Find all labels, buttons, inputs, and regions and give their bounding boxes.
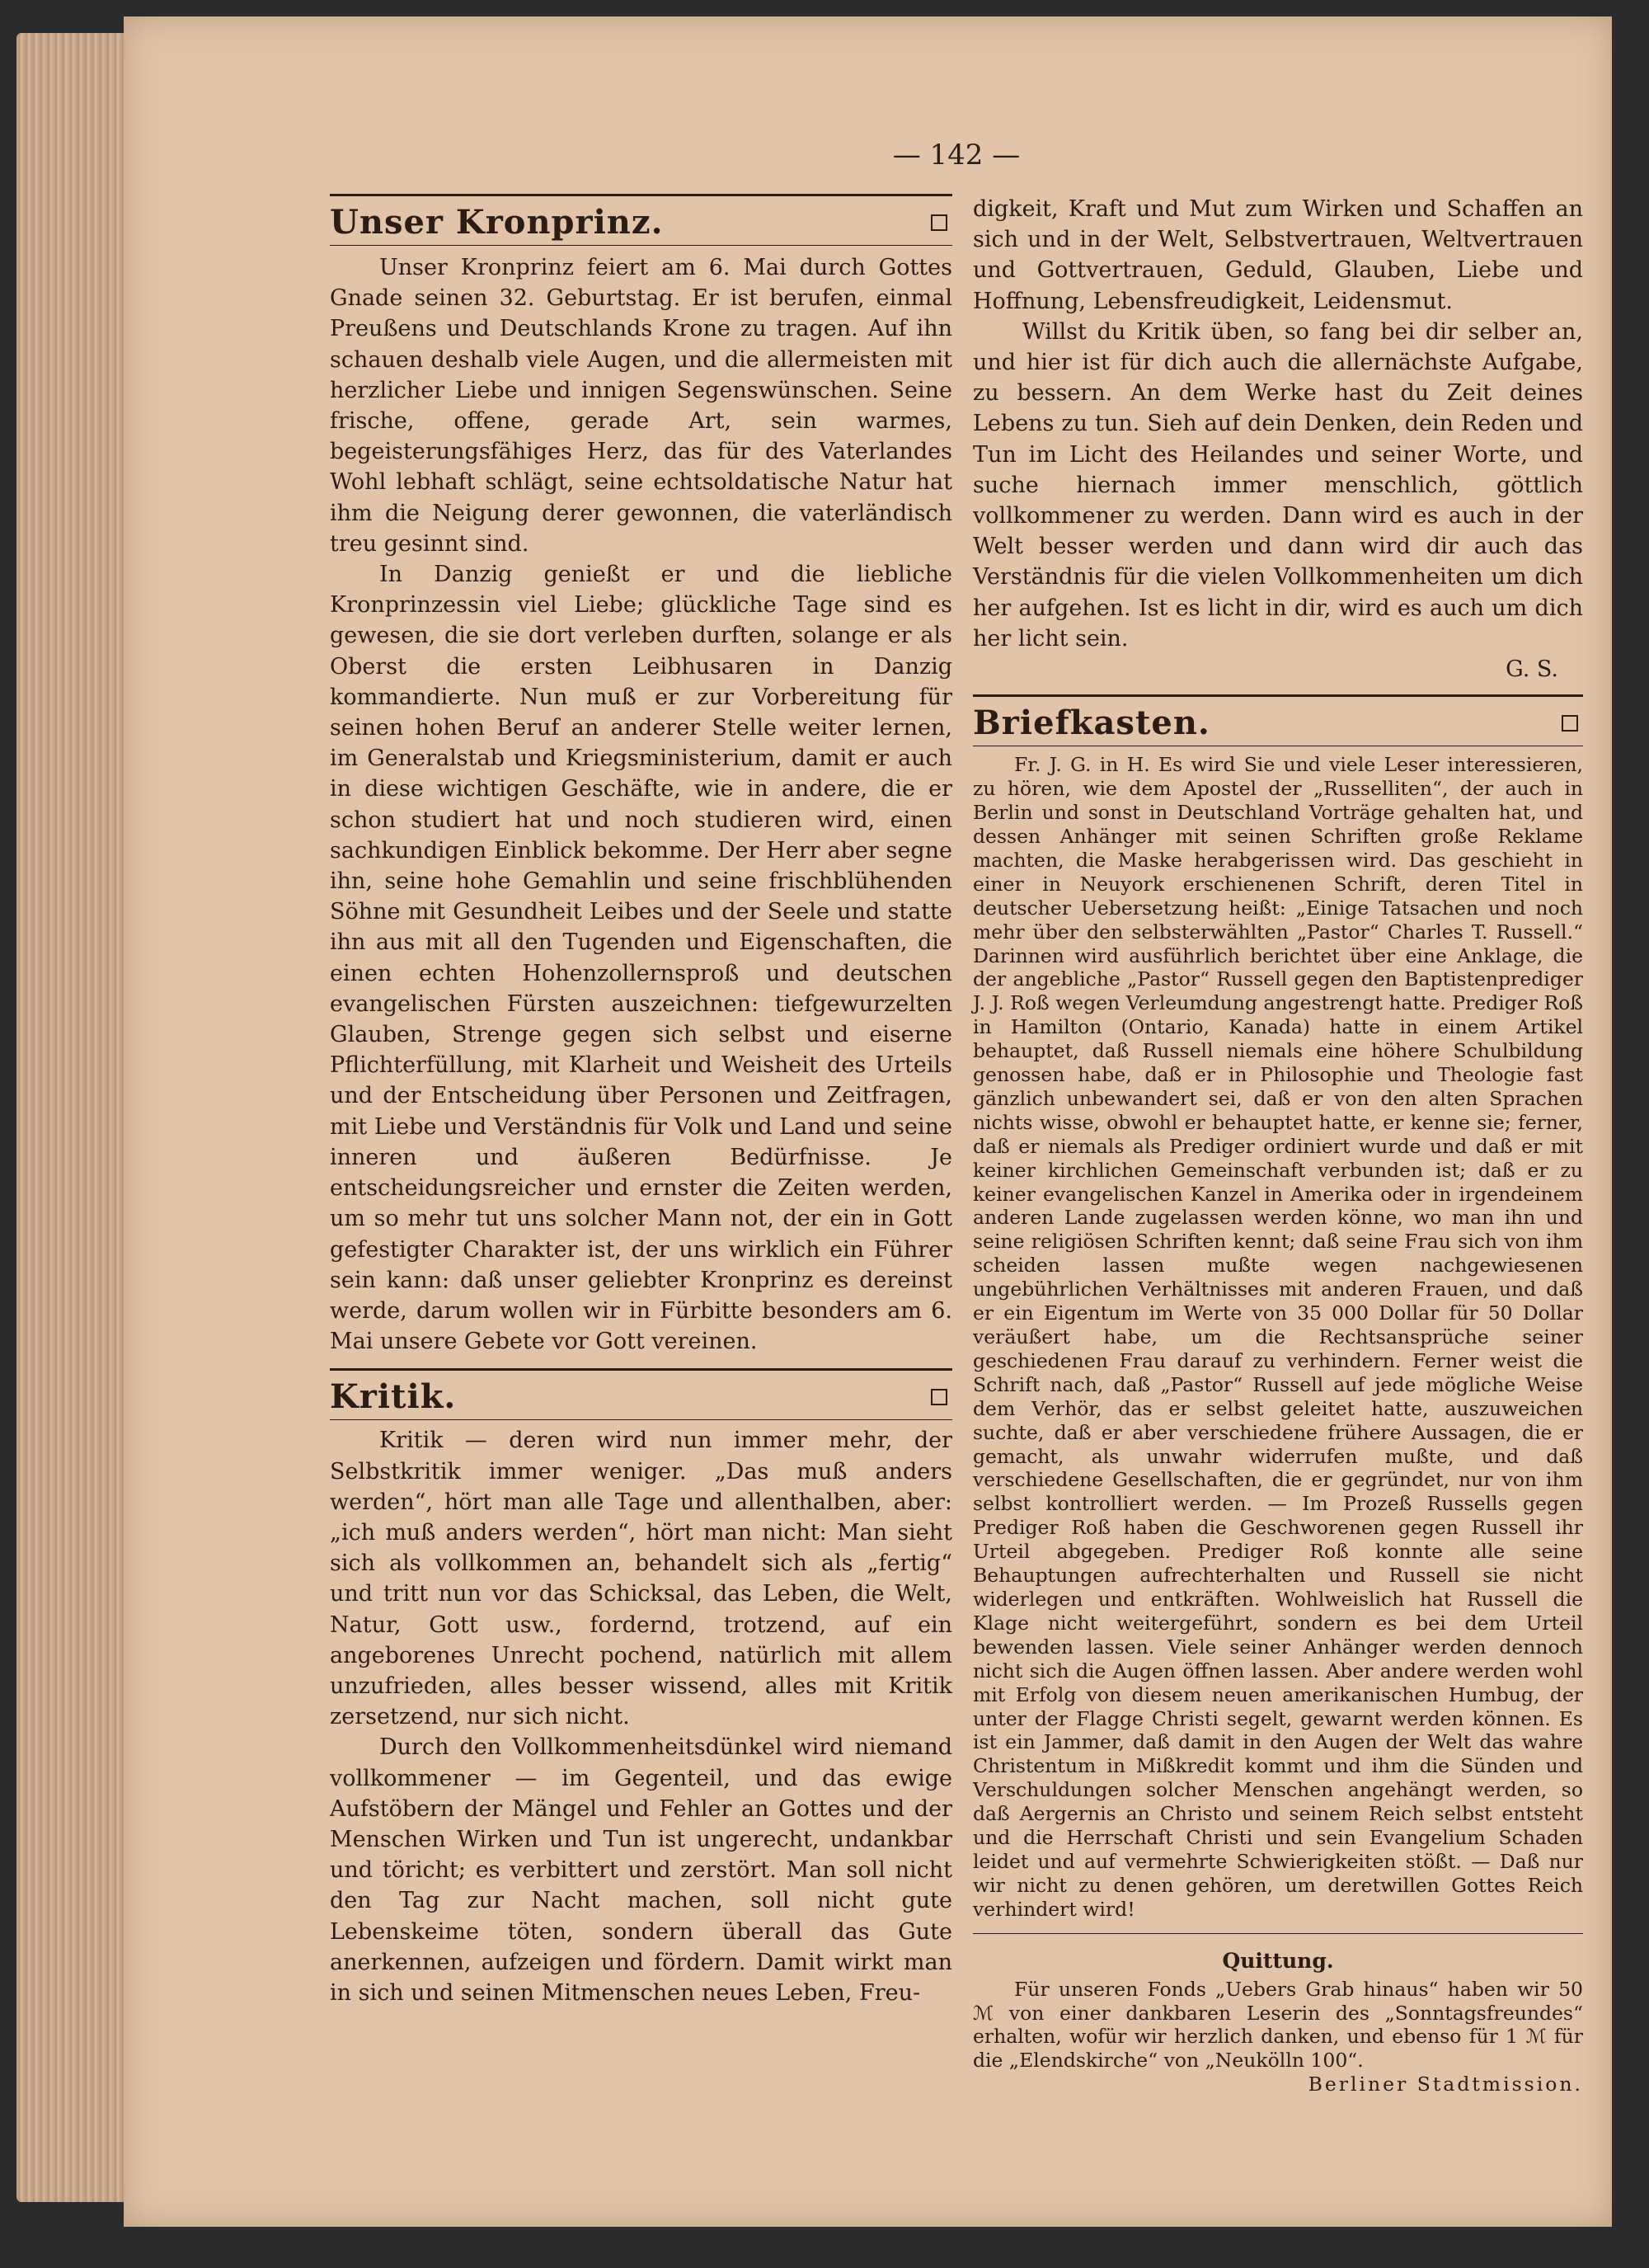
paragraph: Unser Kronprinz feiert am 6. Mai durch Gottes Gnade seinen 32. Geburtstag. Er ist berufen, einmal Preußens und Deutschlands Krone zu tragen. Auf ihn schauen deshalb viele Augen, und die allermeisten mit herzlicher Liebe und innigen Segenswünschen. Seine frische, offene, gerade Art, sein warmes, begeisterungsfähiges Herz, das für des Vaterlandes Wohl lebhaft schlägt, seine echtsoldatische Natur hat ihm die Neigung derer gewonnen, die vaterländisch treu gesinnt sind. xyxy=(330,255,952,557)
paragraph: digkeit, Kraft und Mut zum Wirken und Schaffen an sich und in der Welt, Selbstvertrauen, Weltvertrauen und Gottvertrauen, Geduld, Glauben, Liebe und Hoffnung, Lebensfreudigkeit, Leidensmut. xyxy=(973,196,1583,314)
quittung-title: Quittung. xyxy=(1222,1948,1334,1973)
kritik-body xyxy=(330,1420,952,2008)
signature-line xyxy=(973,654,1583,685)
kronprinz-header xyxy=(330,196,952,245)
kronprinz-title: Unser Kronprinz. xyxy=(330,203,664,242)
kritik-continued xyxy=(973,194,1583,685)
briefkasten-body xyxy=(973,746,1583,1921)
paragraph: Kritik — deren wird nun immer mehr, der Selbstkritik immer weniger. „Das muß anders werden“, hört man alle Tage und allenthalben, aber: „ich muß anders werden“, hört man nicht: Man sieht sich als vollkommen an, behandelt sich als „fertig“ und tritt nun vor das Schicksal, das Leben, die Welt, Natur, Gott usw., fordernd, trotzend, auf ein angeborenes Unrecht pochend, natürlich mit allem unzufrieden, alles besser wissend, alles mit Kritik zersetzend, nur sich nicht. xyxy=(330,1428,952,1730)
paragraph: Für unseren Fonds „Uebers Grab hinaus“ haben wir 50 ℳ von einer dankbaren Leserin des „Sonntagsfreundes“ erhalten, wofür wir herzlich danken, und ebenso für 1 ℳ für die „Elendskirche“ von „Neukölln 100“. xyxy=(973,1977,1583,2073)
kritik-signature: G. S. xyxy=(1506,656,1558,683)
page-number: — 142 — xyxy=(892,139,1021,172)
quittung-body xyxy=(973,1978,1583,2097)
kritik-title: Kritik. xyxy=(330,1377,457,1417)
kritik-header xyxy=(330,1371,952,1419)
briefkasten-header xyxy=(973,697,1583,746)
paragraph: Fr. J. G. in H. Es wird Sie und viele Leser interessieren, zu hören, wie dem Apostel der „Russelliten“, der auch in Berlin und sonst in Deutschland Vorträge gehalten hat, und dessen Anhänger mit seinen Schriften große Reklame machten, die Maske herabgerissen wird. Das geschieht in einer in Neuyork erschienenen Schrift, deren Titel in deutscher Uebersetzung heißt: „Einige Tatsachen und noch mehr über den selbsterwählten „Pastor“ Charles T. Russell.“ Darinnen wird ausführlich berichtet über eine Anklage, die der angebliche „Pastor“ Russell gegen den Baptistenprediger J. J. Roß wegen Verleumdung angestrengt hatte. Prediger Roß in Hamilton (Ontario, Kanada) hatte in einem Artikel behauptet, daß Russell niemals eine höhere Schulbildung genossen habe, daß er in Philosophie und Theologie fast gänzlich unbewandert sei, daß er von den alten Sprachen nichts wisse, obwohl er behauptet hatte, er kenne sie; ferner, daß er niemals als Prediger ordiniert wurde und daß er mit keiner kirchlichen Gemeinschaft verbunden ist; daß er zu keiner evangelischen Kanzel in Amerika oder in irgendeinem anderen Lande zugelassen werden könne, wo man ihn und seine religiösen Schriften kennt; daß seine Frau sich von ihm scheiden lassen mußte wegen nachgewiesenen ungebührlichen Verhältnisses mit anderen Frauen, und daß er ein Eigentum im Werte von 35 000 Dollar für 50 Dollar veräußert habe, um die Rechtsansprüche seiner geschiedenen Frau darauf zu verhindern. Ferner weist die Schrift nach, daß „Pastor“ Russell auf jede mögliche Weise dem Verhör, das er selbst geleitet hatte, auszuweichen suchte, daß er aber verschiedene frühere Aussagen, die er gemacht, als unwahr widerrufen mußte, und daß verschiedene Gesellschaften, die er gegründet, nur von ihm selbst kontrolliert werden. — Im Prozeß Russells gegen Prediger Roß haben die Geschworenen gegen Russell ihr Urteil abgegeben. Prediger Roß konnte alle seine Behauptungen aufrechterhalten und Russell sie nicht widerlegen und entkräften. Wohlweislich hat Russell die Klage nicht weitergeführt, sondern es bei dem Urteil bewenden lassen. Viele seiner Anhänger werden dennoch nicht sich die Augen öffnen lassen. Aber andere werden wohl mit Erfolg von diesem neuen amerikanischen Humbug, der unter der Flagge Christi segelt, gewarnt werden können. Es ist ein Jammer, daß damit in den Augen der Welt das wahre Christentum in Mißkredit kommt und ihm die Sünden und Verschuldungen solcher Menschen angehängt werden, so daß Aergernis an Christo und seinem Reich selbst entsteht und die Herrschaft Christi und sein Evangelium Schaden leidet und auf vermehrte Schwierigkeiten stößt. — Daß nur wir nicht zu denen gehören, um deretwillen Gottes Reich verhindert wird! xyxy=(973,753,1583,1921)
square-ornament-icon xyxy=(931,1389,947,1405)
paragraph: In Danzig genießt er und die liebliche Kronprinzessin viel Liebe; glückliche Tage sind es gewesen, die sie dort verleben durften, solange er als Oberst die ersten Leibhusaren in Danzig kommandierte. Nun muß er zur Vorbereitung für seinen hohen Beruf an anderer Stelle weiter lernen, im Generalstab und Kriegsministerium, damit er auch in diese wichtigen Geschäfte, wie in andere, die er schon studiert hat und noch studieren wird, einen sachkundigen Einblick bekomme. Der Herr aber segne ihn, seine hohe Gemahlin und seine frischblühenden Söhne mit Gesundheit Leibes und der Seele und statte ihn aus mit all den Tugenden und Eigenschaften, die einen echten Hohenzollernsproß und deutschen evangelischen Fürsten auszeichnen: tiefgewurzelten Glauben, Strenge gegen sich selbst und eiserne Pflichterfüllung, mit Klarheit und Weisheit des Urteils und der Entscheidung über Personen und Zeitfragen, mit Liebe und Verständnis für Volk und Land und seine inneren und äußeren Bedürfnisse. Je entscheidungsreicher und ernster die Zeiten werden, um so mehr tut uns solcher Mann not, der ein in Gott gefestigter Charakter ist, der uns wirklich ein Führer sein kann: daß unser geliebter Kronprinz es dereinst werde, darum wollen wir in Fürbitte besonders am 6. Mai unsere Gebete vor Gott vereinen. xyxy=(330,562,952,1355)
square-ornament-icon xyxy=(931,214,947,231)
kronprinz-body xyxy=(330,246,952,1357)
signature-line xyxy=(973,2073,1583,2096)
quittung-signature: Berliner Stadtmission. xyxy=(1308,2073,1583,2096)
section-rule xyxy=(973,1933,1583,1934)
paragraph: Durch den Vollkommenheitsdünkel wird niemand vollkommener — im Gegenteil, und das ewige Aufstöbern der Mängel und Fehler an Gottes und der Menschen Wirken und Tun ist ungerecht, undankbar und töricht; es verbittert und zerstört. Man soll nicht den Tag zur Nacht machen, soll nicht gute Lebenskeime töten, sondern überall das Gute anerkennen, aufzeigen und fördern. Damit wirkt man in sich und seinen Mitmenschen neues Leben, Freu- xyxy=(330,1734,952,2006)
briefkasten-title: Briefkasten. xyxy=(973,703,1210,743)
square-ornament-icon xyxy=(1562,715,1578,732)
paragraph: Willst du Kritik üben, so fang bei dir selber an, und hier ist für dich auch die allernächste Aufgabe, zu bessern. An dem Werke hast du Zeit deines Lebens zu tun. Sieh auf dein Denken, dein Reden und Tun im Licht des Heilandes und seiner Worte, und suche hiernach immer menschlich, göttlich vollkommener zu werden. Dann wird es auch in der Welt besser werden und dann wird dir auch das Verständnis für die vielen Vollkommenheiten um dich her aufgehen. Ist es licht in dir, wird es auch um dich her licht sein. xyxy=(973,318,1583,652)
right-column xyxy=(973,194,1583,2096)
left-column xyxy=(330,194,952,2008)
